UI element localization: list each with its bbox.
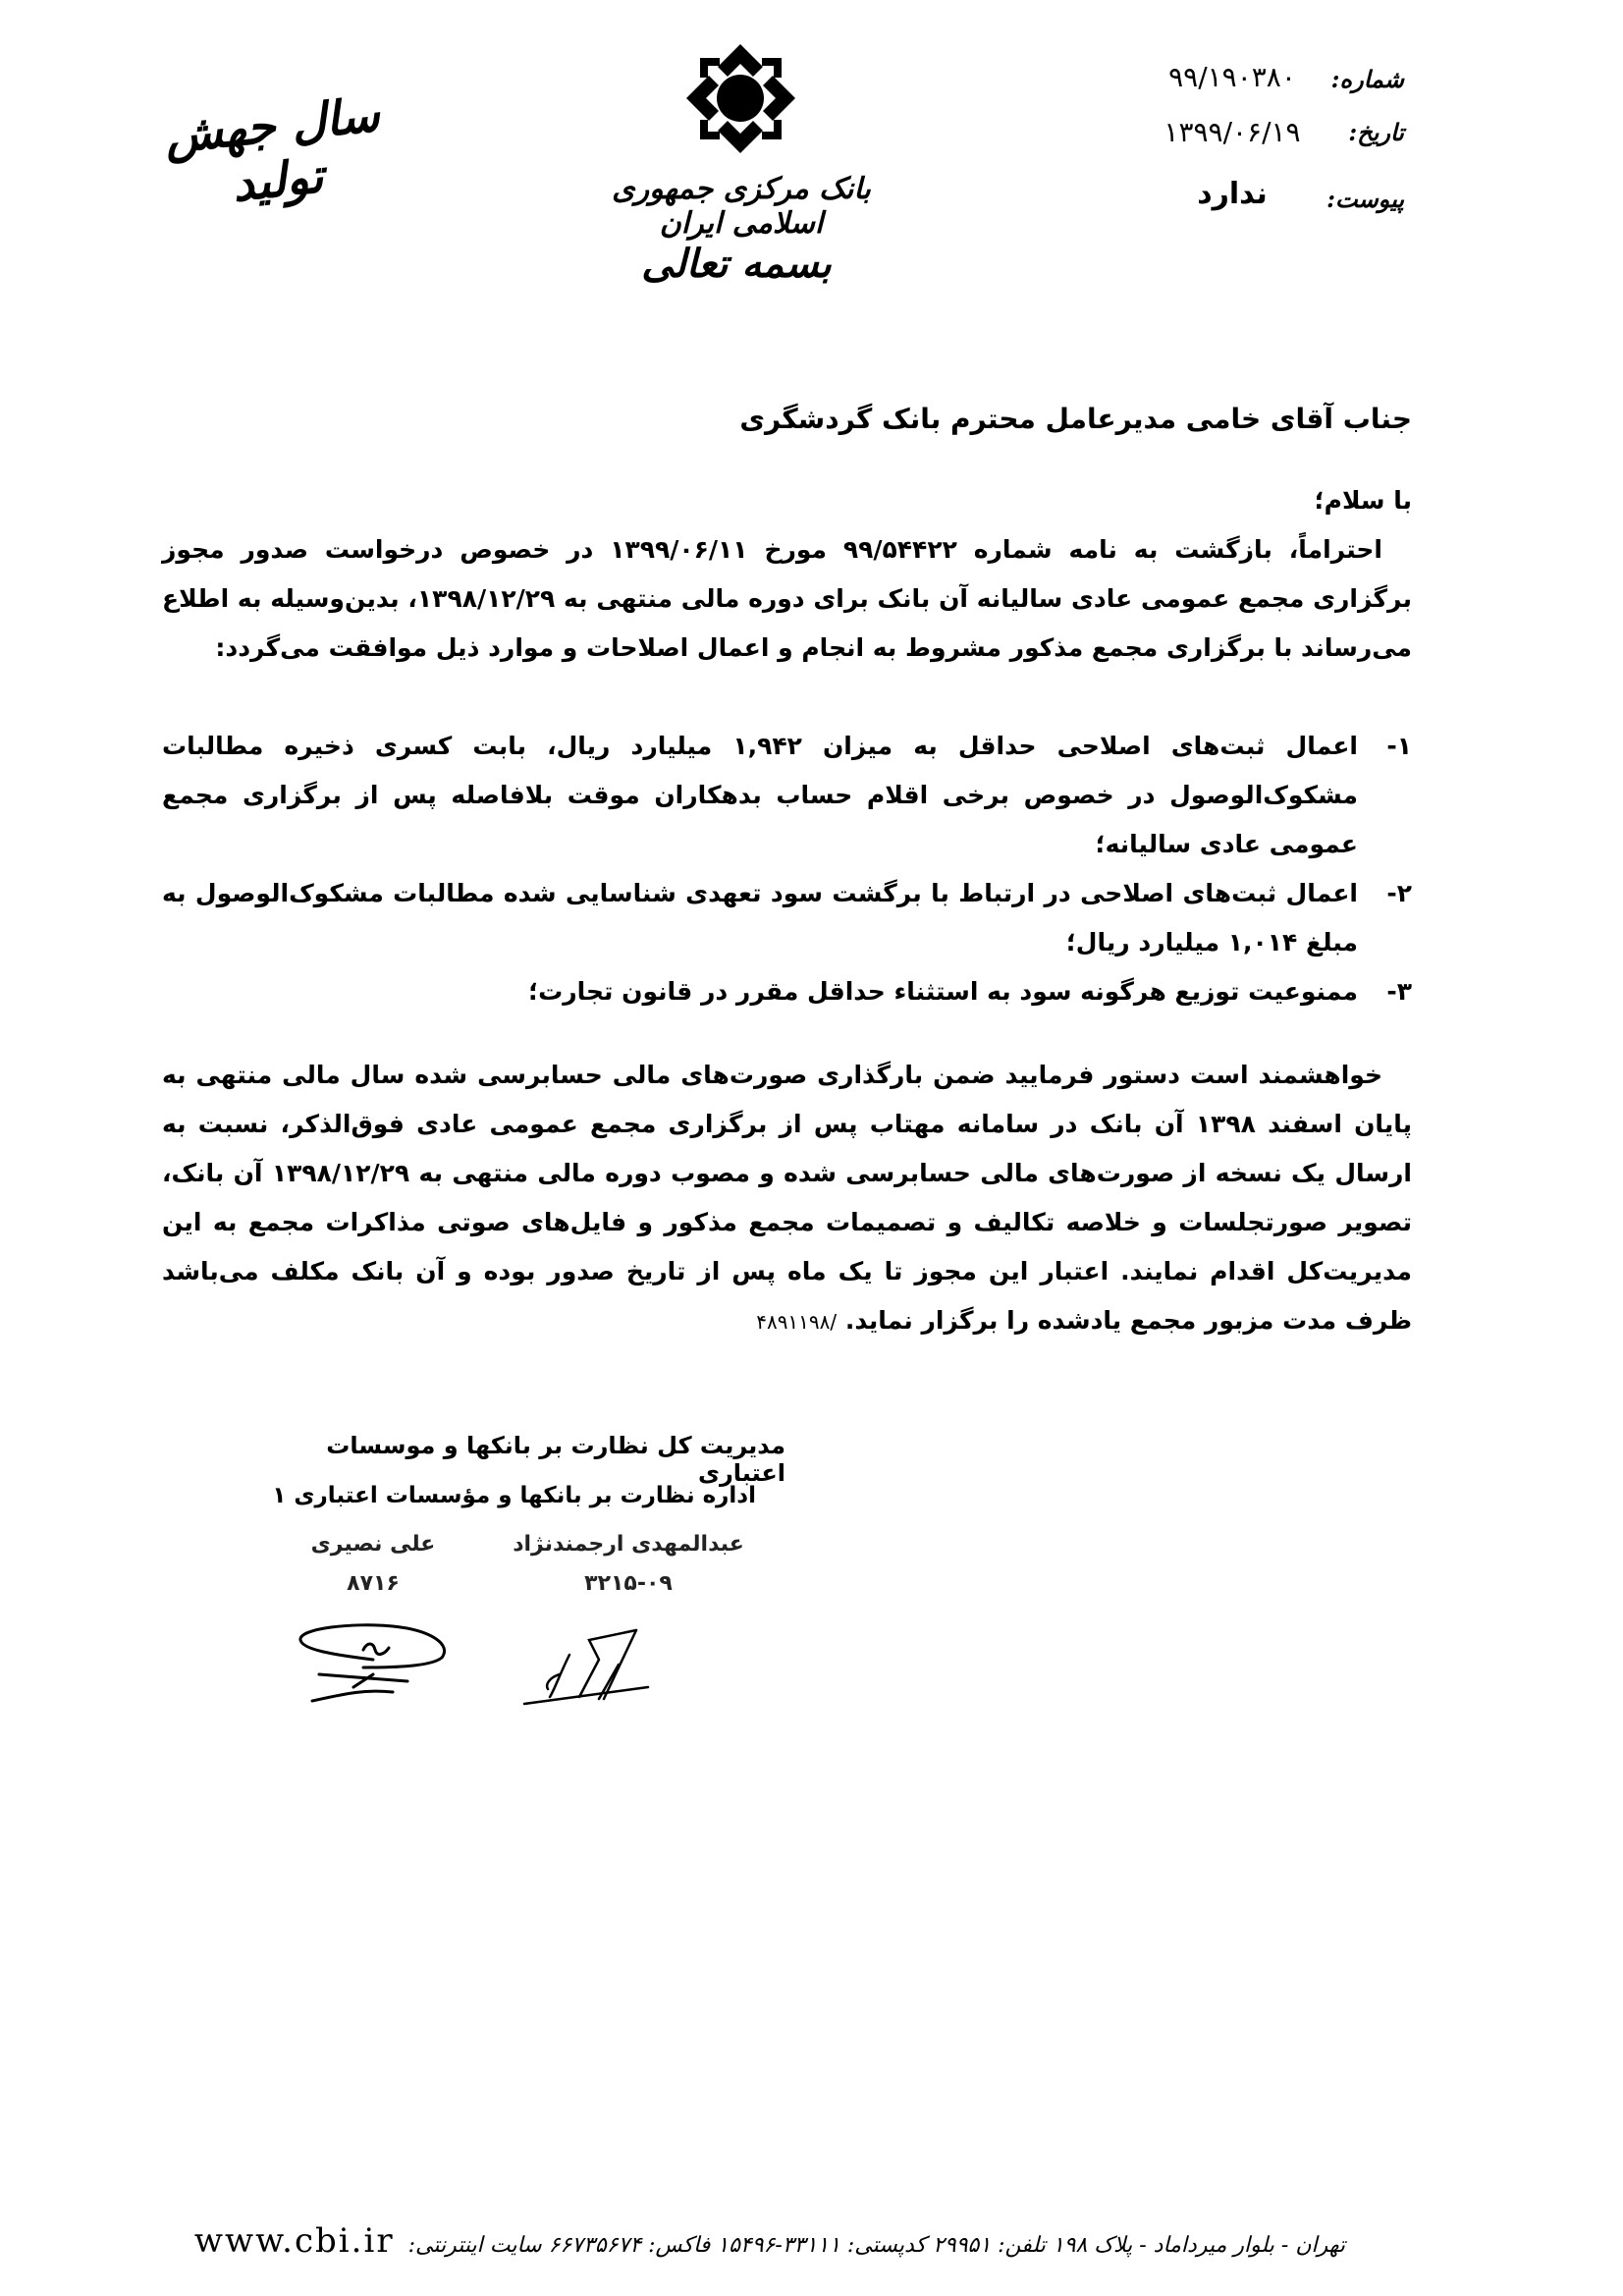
signer-code: ۸۷۱۶ [347, 1571, 400, 1596]
signer-name: علی نصیری [310, 1532, 436, 1557]
greeting: با سلام؛ [1314, 486, 1412, 515]
signature-nasiri-icon [295, 1620, 452, 1719]
closing-text: خواهشمند است دستور فرمایید ضمن بارگذاری صورت‌های مالی حسابرسی شده سال مالی منتهی به پایان اسفند ۱۳۹۸ آن بانک در سامانه مهتاب پس از برگزاری مجمع عمومی عادی فوق‌الذکر، نسبت به ارسال یک نسخه از صورت‌های مالی حسابرسی شده و مصوب دوره مالی منتهی به ۱۳۹۸/۱۲/۲۹ آن بانک، تصویر صورتجلسات و خلاصه تکالیف و تصمیمات مجمع مذکور و فایل‌های صوتی مذاکرات مجمع به این مدیریت‌کل اقدام نمایند. اعتبار این مجوز تا یک ماه پس از تاریخ صدور بوده و آن بانک مکلف می‌باشد ظرف مدت مزبور مجمع یادشده را برگزار نماید. [162, 1061, 1412, 1335]
letter-number-value: ۹۹/۱۹۰۳۸۰ [1168, 61, 1296, 93]
slogan-calligraphy: سال جهش تولید [162, 86, 383, 213]
cbi-logo-icon [684, 42, 797, 155]
item-number: ۳- [1386, 977, 1412, 1006]
item-number: ۱- [1386, 732, 1412, 760]
signer-name: عبدالمهدی ارجمندنژاد [513, 1532, 744, 1557]
recipient-line: جناب آقای خامی مدیرعامل محترم بانک گردشگری [739, 403, 1412, 435]
letter-date-label: تاریخ: [1348, 118, 1404, 146]
letter-number-label: شماره: [1330, 65, 1404, 93]
signature-office: اداره نظارت بر بانکها و مؤسسات اعتباری ۱ [272, 1483, 756, 1508]
footer-address: تهران - بلوار میرداماد - پلاک ۱۹۸ تلفن: ۲۹۹۵۱ کدپستی: ۳۳۱۱۱-۱۵۴۹۶ فاکس: ۶۶۷۳۵۶۷۴ سایت اینترنتی: [407, 2233, 1345, 2258]
item-text: ممنوعیت توزیع هرگونه سود به استثناء حداقل مقرر در قانون تجارت؛ [528, 977, 1358, 1006]
bismillah: بسمه تعالی [641, 241, 832, 287]
attachment-value: ندارد [1197, 177, 1268, 211]
footer [193, 2221, 1345, 2261]
signature-department: مدیریت کل نظارت بر بانکها و موسسات اعتباری [326, 1432, 785, 1487]
logo-title: بانک مرکزی جمهوری اسلامی ایران [612, 172, 871, 241]
letter-date-value: ۱۳۹۹/۰۶/۱۹ [1163, 116, 1301, 148]
signer-code: ۳۲۱۵-۰۹ [584, 1571, 673, 1596]
condition-item [162, 869, 1412, 967]
item-text: اعمال ثبت‌های اصلاحی در ارتباط با برگشت سود تعهدی شناسایی شده مطالبات مشکوک‌الوصول به مبلغ ۱,۰۱۴ میلیارد ریال؛ [162, 879, 1358, 957]
reference-code: /۴۸۹۱۱۹۸ [756, 1310, 838, 1334]
closing-paragraph [162, 1051, 1412, 1346]
signature-arjmandnejad-icon [520, 1620, 668, 1719]
condition-item [162, 722, 1412, 869]
attachment-label: پیوست: [1326, 185, 1404, 213]
condition-item [162, 967, 1412, 1016]
item-text: اعمال ثبت‌های اصلاحی حداقل به میزان ۱,۹۴۲ میلیارد ریال، بابت کسری ذخیره مطالبات مشکوک‌الوصول در خصوص برخی اقلام حساب بدهکاران موقت بلافاصله پس از برگزاری مجمع عمومی عادی سالیانه؛ [162, 732, 1358, 858]
conditions-list [162, 722, 1412, 1016]
item-number: ۲- [1386, 879, 1412, 907]
intro-paragraph: احتراماً، بازگشت به نامه شماره ۹۹/۵۴۴۲۲ مورخ ۱۳۹۹/۰۶/۱۱ در خصوص درخواست صدور مجوز برگزاری مجمع عمومی عادی سالیانه آن بانک برای دوره مالی منتهی به ۱۳۹۸/۱۲/۲۹، بدین‌وسیله به اطلاع می‌رساند با برگزاری مجمع مذکور مشروط به انجام و اعمال اصلاحات و موارد ذیل موافقت می‌گردد: [162, 535, 1412, 662]
footer-website-link[interactable]: www.cbi.ir [193, 2221, 395, 2261]
